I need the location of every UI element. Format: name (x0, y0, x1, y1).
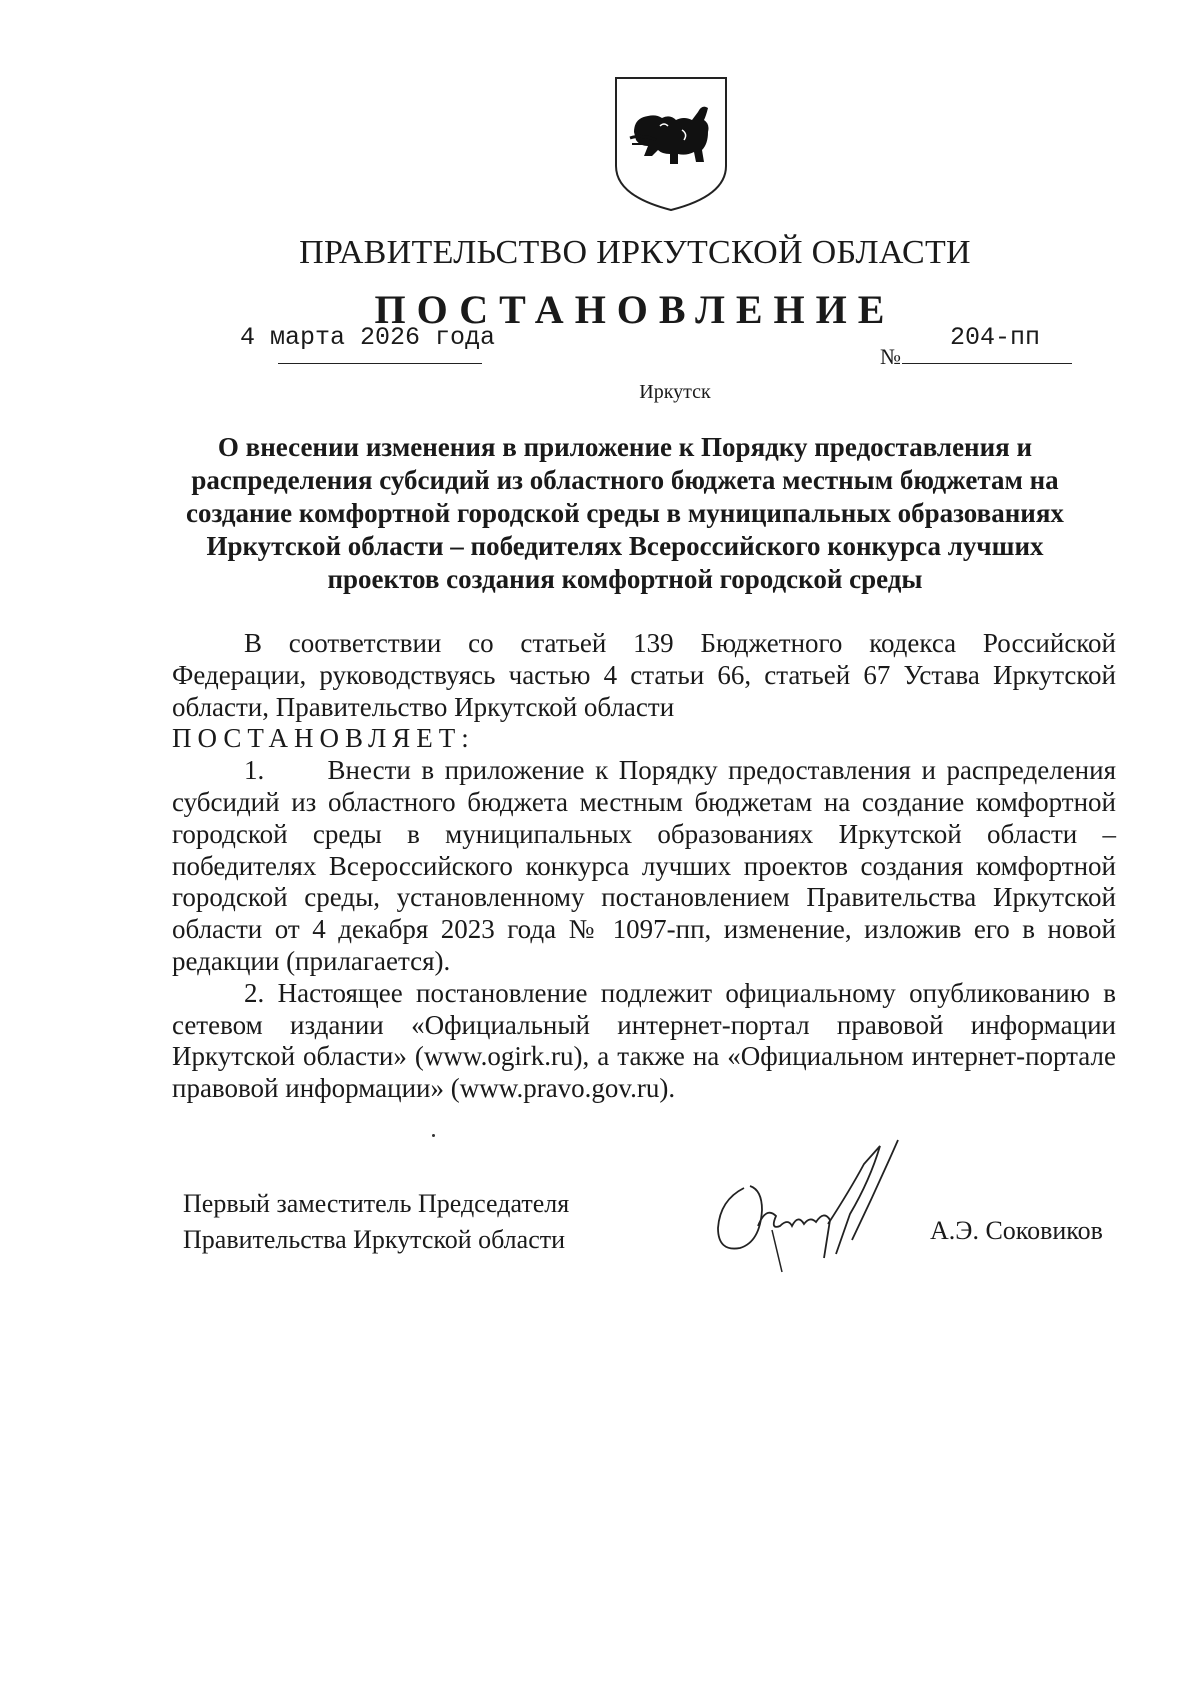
document-body (172, 628, 1123, 1105)
authority-name: ПРАВИТЕЛЬСТВО ИРКУТСКОЙ ОБЛАСТИ (299, 234, 971, 271)
document-city: Иркутск (639, 381, 711, 403)
signer-name: А.Э. Соковиков (930, 1216, 1103, 1245)
decree-verb: ПОСТАНОВЛЯЕТ: (172, 723, 475, 754)
stray-mark (432, 1134, 435, 1137)
document-date: 4 марта 2026 года (240, 323, 496, 352)
preamble-paragraph: В соответствии со статьей 139 Бюджетного кодекса Российской Федерации, руководствуясь частью 4 статьи 66, статьей 67 Устава Иркутской области, Правительство Иркутской области (172, 628, 1116, 722)
number-sign: № (880, 344, 901, 369)
document-number: 204-пп (950, 323, 1041, 352)
document-title: О внесении изменения в приложение к Порядку предоставления и распределения субсидий из областного бюджета местным бюджетам на создание комфортной городской среды в муниципальных образованиях Иркутской области – победителях Всероссийского конкурса лучших проектов создания комфортной городской среды (186, 432, 1064, 594)
date-underline (278, 363, 482, 364)
signer-position (183, 1186, 569, 1258)
signer-position-line-2: Правительства Иркутской области (183, 1225, 566, 1254)
signer-position-line-1: Первый заместитель Председателя (183, 1189, 570, 1218)
item-2-paragraph: 2. Настоящее постановление подлежит официальному опубликованию в сетевом издании «Официальный интернет-портал правовой информации Иркутской области» (www.ogirk.ru), а также на «Официальном интернет-портале правовой информации» (www.pravo.gov.ru). (172, 977, 1116, 1104)
irkutsk-coat-of-arms-icon (612, 74, 730, 214)
number-underline (902, 363, 1072, 364)
item-1-paragraph: 1. Внести в приложение к Порядку предоставления и распределения субсидий из областного бюджета местным бюджетам на создание комфортной городской среды в муниципальных образованиях Иркутской области – победителях Всероссийского конкурса лучших проектов создания комфортной городской среды, установленному постановлением Правительства Иркутской области от 4 декабря 2023 года № 1097-пп, изменение, изложив его в новой редакции (прилагается). (172, 755, 1123, 976)
document-type: ПОСТАНОВЛЕНИЕ (374, 287, 896, 332)
handwritten-signature-icon (700, 1130, 930, 1280)
